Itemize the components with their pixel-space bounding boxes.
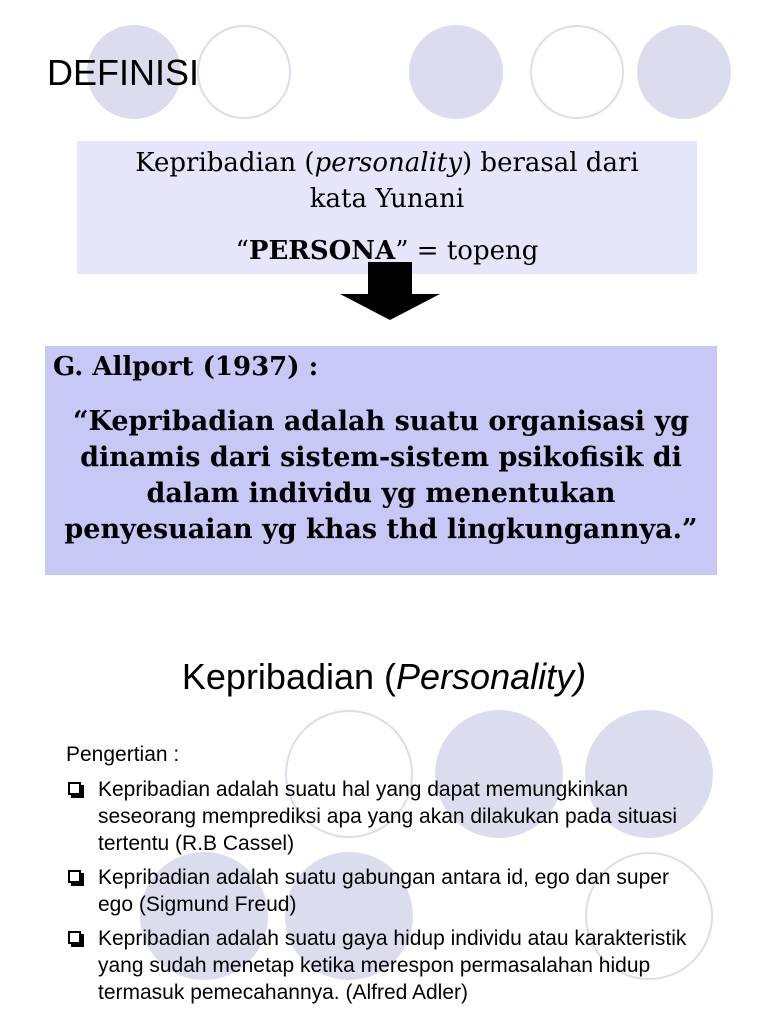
- hollow-square-bullet-icon: [68, 931, 81, 944]
- definition-line-3: “PERSONA” = topeng: [235, 236, 539, 266]
- list-item: Kepribadian adalah suatu gaya hidup individu atau karakteristik yang sudah menetap ketika merespon permasalahan hidup termasuk pemecahannya. (Alfred Adler): [66, 925, 706, 1006]
- list-item: Kepribadian adalah suatu gabungan antara id, ego dan super ego (Sigmund Freud): [66, 864, 706, 918]
- down-arrow-icon: [340, 262, 440, 322]
- allport-heading: G. Allport (1937) :: [53, 352, 319, 382]
- decor-circle-outline: [530, 25, 624, 119]
- allport-box: [45, 346, 717, 575]
- slide-kepribadian: [0, 620, 768, 1024]
- hollow-square-bullet-icon: [68, 782, 81, 795]
- decor-circle-filled: [637, 25, 731, 119]
- decor-circle-outline: [197, 25, 291, 119]
- hollow-square-bullet-icon: [68, 870, 81, 883]
- decor-circle-filled: [409, 25, 503, 119]
- allport-quote: “Kepribadian adalah suatu organisasi yg dinamis dari sistem-sistem psikofisik di dalam individu yg menentukan penyesuaian yg khas thd lingkungannya.”: [64, 406, 698, 545]
- definition-box: [77, 141, 697, 274]
- slide-title: DEFINISI: [47, 52, 200, 93]
- slide-title: Kepribadian (Personality): [181, 656, 587, 697]
- definition-list: [66, 776, 706, 1013]
- list-item: Kepribadian adalah suatu hal yang dapat memungkinkan seseorang memprediksi apa yang akan dilakukan pada situasi tertentu (R.B Cassel): [66, 776, 706, 857]
- definition-line-1: Kepribadian (personality) berasal dari: [135, 148, 639, 178]
- pengertian-label: Pengertian :: [66, 743, 180, 766]
- definition-line-2: kata Yunani: [309, 184, 465, 214]
